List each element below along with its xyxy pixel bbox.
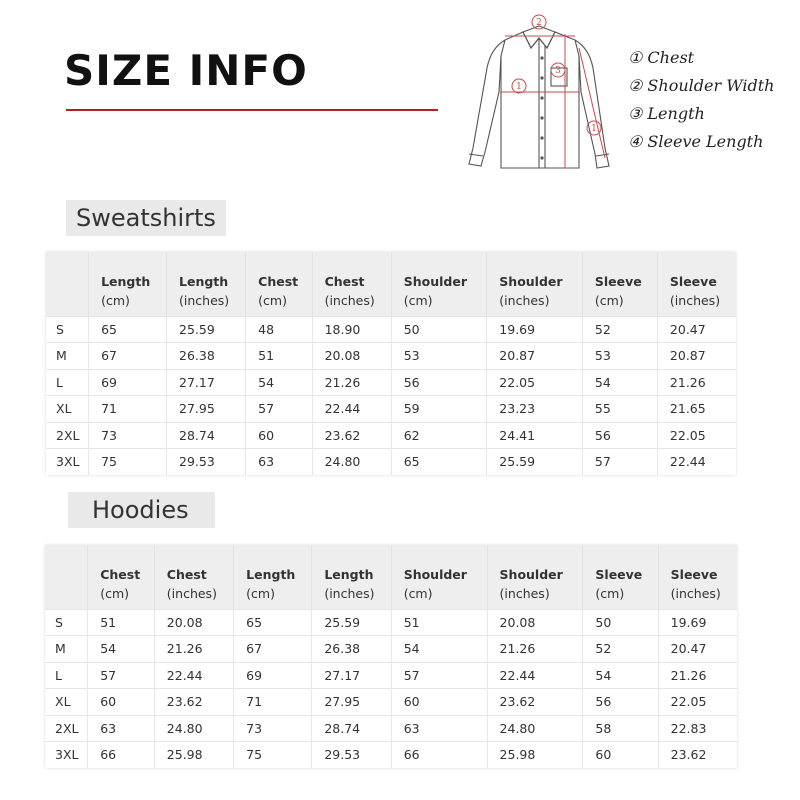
table-cell: 23.23 <box>487 396 583 423</box>
column-header-name: Shoulder <box>403 273 467 289</box>
column-header-name: Shoulder <box>499 566 563 582</box>
marker-4: 1 <box>591 124 597 134</box>
table-cell: 27.95 <box>312 689 391 716</box>
table-cell: 58 <box>583 715 658 742</box>
column-header-unit: (cm) <box>101 292 130 308</box>
table-cell: 71 <box>234 689 312 716</box>
marker-1: 1 <box>516 82 522 92</box>
table-cell: 60 <box>583 742 658 768</box>
table-cell: 57 <box>391 662 487 689</box>
column-header-name: Sleeve <box>669 273 717 289</box>
table-cell: 26.38 <box>312 636 391 663</box>
table-row <box>46 422 736 449</box>
size-cell: 2XL <box>46 422 89 449</box>
table-cell: 22.05 <box>658 689 737 716</box>
column-header-unit: (cm) <box>403 585 433 601</box>
sweatshirts-size-table <box>46 252 736 475</box>
legend-chest: ① Chest <box>628 48 695 67</box>
table-cell: 60 <box>88 689 155 716</box>
table-cell: 27.17 <box>167 369 246 396</box>
table-cell: 21.65 <box>657 396 736 423</box>
table-cell: 52 <box>583 636 658 663</box>
table-cell: 54 <box>391 636 487 663</box>
table-cell: 22.05 <box>487 369 583 396</box>
table-cell: 63 <box>88 715 155 742</box>
marker-2: 2 <box>536 18 542 28</box>
size-cell: XL <box>46 396 89 423</box>
table-header-row <box>46 252 736 316</box>
table-cell: 22.44 <box>312 396 391 423</box>
table-cell: 57 <box>88 662 155 689</box>
size-cell: L <box>45 662 88 689</box>
table-row <box>46 369 736 396</box>
table-cell: 20.08 <box>154 609 233 636</box>
column-header-name: Chest <box>166 566 207 582</box>
column-header <box>154 545 233 609</box>
table-cell: 20.87 <box>657 343 736 370</box>
column-header-name: Length <box>246 566 296 582</box>
column-header <box>312 545 391 609</box>
shirt-measurement-diagram <box>455 8 625 180</box>
legend-sleeve-length: ④ Sleeve Length <box>628 132 764 151</box>
title-underline <box>66 109 438 111</box>
table-cell: 54 <box>246 369 312 396</box>
table-cell: 20.08 <box>312 343 391 370</box>
size-cell: L <box>46 369 89 396</box>
table-cell: 29.53 <box>312 742 391 768</box>
hoodies-heading: Hoodies <box>68 492 215 528</box>
table-cell: 21.26 <box>487 636 583 663</box>
table-row <box>45 609 737 636</box>
table-cell: 63 <box>391 715 487 742</box>
column-header-name: Length <box>324 566 374 582</box>
measurement-legend <box>628 44 774 156</box>
table-row <box>46 449 736 475</box>
column-header-unit: (cm) <box>403 292 433 308</box>
table-cell: 56 <box>391 369 487 396</box>
table-cell: 24.80 <box>154 715 233 742</box>
legend-shoulder-width: ② Shoulder Width <box>628 76 775 95</box>
table-cell: 52 <box>582 316 657 343</box>
column-header-unit: (cm) <box>100 585 130 601</box>
table-cell: 21.26 <box>657 369 736 396</box>
table-cell: 20.87 <box>487 343 583 370</box>
table-cell: 50 <box>583 609 658 636</box>
page-title: SIZE INFO <box>64 46 308 95</box>
table-cell: 21.26 <box>312 369 391 396</box>
column-header-name: Chest <box>100 566 141 582</box>
table-row <box>45 742 737 768</box>
size-cell: 3XL <box>45 742 88 768</box>
table-cell: 20.47 <box>658 636 737 663</box>
column-header <box>88 545 155 609</box>
table-cell: 22.05 <box>657 422 736 449</box>
column-header <box>658 545 737 609</box>
table-cell: 25.98 <box>154 742 233 768</box>
column-header-unit: (cm) <box>595 585 625 601</box>
table-cell: 22.44 <box>154 662 233 689</box>
table-row <box>46 316 736 343</box>
table-cell: 69 <box>234 662 312 689</box>
table-cell: 69 <box>89 369 167 396</box>
table-cell: 65 <box>89 316 167 343</box>
table-cell: 21.26 <box>154 636 233 663</box>
column-header-unit: (cm) <box>594 292 624 308</box>
table-row <box>46 396 736 423</box>
table-cell: 21.26 <box>658 662 737 689</box>
table-cell: 25.98 <box>487 742 583 768</box>
table-cell: 75 <box>234 742 312 768</box>
table-cell: 54 <box>583 662 658 689</box>
table-cell: 67 <box>89 343 167 370</box>
column-header <box>234 545 312 609</box>
table-row <box>46 343 736 370</box>
column-header-unit: (inches) <box>499 292 550 308</box>
column-header-name: Length <box>179 273 229 289</box>
size-cell: M <box>45 636 88 663</box>
column-header <box>246 252 312 316</box>
column-header-unit: (cm) <box>258 292 287 308</box>
column-header <box>391 545 487 609</box>
table-cell: 53 <box>582 343 657 370</box>
table-cell: 53 <box>391 343 487 370</box>
table-cell: 22.44 <box>657 449 736 475</box>
table-cell: 18.90 <box>312 316 391 343</box>
table-cell: 28.74 <box>167 422 246 449</box>
table-cell: 67 <box>234 636 312 663</box>
table-cell: 24.80 <box>312 449 391 475</box>
table-cell: 23.62 <box>154 689 233 716</box>
table-cell: 22.44 <box>487 662 583 689</box>
table-row <box>45 715 737 742</box>
column-header-name: Chest <box>258 273 299 289</box>
table-row <box>45 662 737 689</box>
column-header <box>657 252 736 316</box>
column-header-name: Sleeve <box>594 273 642 289</box>
legend-length: ③ Length <box>628 104 705 123</box>
size-cell: M <box>46 343 89 370</box>
table-cell: 28.74 <box>312 715 391 742</box>
table-cell: 20.08 <box>487 609 583 636</box>
table-row <box>45 689 737 716</box>
table-cell: 26.38 <box>167 343 246 370</box>
table-cell: 55 <box>582 396 657 423</box>
column-header <box>312 252 391 316</box>
table-cell: 19.69 <box>658 609 737 636</box>
table-cell: 20.47 <box>657 316 736 343</box>
table-cell: 65 <box>391 449 487 475</box>
table-cell: 24.80 <box>487 715 583 742</box>
table-cell: 56 <box>582 422 657 449</box>
column-header <box>487 545 583 609</box>
table-cell: 48 <box>246 316 312 343</box>
table-cell: 27.95 <box>167 396 246 423</box>
table-cell: 54 <box>582 369 657 396</box>
column-header <box>89 252 167 316</box>
table-cell: 63 <box>246 449 312 475</box>
column-header-unit: (inches) <box>669 292 721 308</box>
table-cell: 57 <box>246 396 312 423</box>
table-cell: 75 <box>89 449 167 475</box>
table-cell: 51 <box>391 609 487 636</box>
table-cell: 51 <box>246 343 312 370</box>
column-header <box>46 252 89 316</box>
column-header-name: Shoulder <box>403 566 467 582</box>
column-header-unit: (inches) <box>324 292 375 308</box>
column-header <box>583 545 658 609</box>
table-cell: 22.83 <box>658 715 737 742</box>
column-header <box>45 545 88 609</box>
column-header-unit: (inches) <box>166 585 217 601</box>
table-cell: 60 <box>391 689 487 716</box>
size-cell: S <box>45 609 88 636</box>
table-cell: 25.59 <box>167 316 246 343</box>
size-cell: 2XL <box>45 715 88 742</box>
column-header-unit: (inches) <box>670 585 721 601</box>
table-cell: 19.69 <box>487 316 583 343</box>
column-header-name: Sleeve <box>595 566 643 582</box>
table-cell: 66 <box>88 742 155 768</box>
column-header <box>167 252 246 316</box>
table-cell: 54 <box>88 636 155 663</box>
table-header-row <box>45 545 737 609</box>
table-cell: 60 <box>246 422 312 449</box>
table-cell: 25.59 <box>487 449 583 475</box>
table-cell: 29.53 <box>167 449 246 475</box>
column-header-name: Shoulder <box>499 273 563 289</box>
sweatshirts-heading: Sweatshirts <box>66 200 226 236</box>
table-cell: 65 <box>234 609 312 636</box>
column-header-unit: (cm) <box>246 585 275 601</box>
size-cell: S <box>46 316 89 343</box>
table-cell: 23.62 <box>658 742 737 768</box>
size-cell: 3XL <box>46 449 89 475</box>
table-cell: 56 <box>583 689 658 716</box>
table-cell: 27.17 <box>312 662 391 689</box>
table-cell: 62 <box>391 422 487 449</box>
marker-3: 3 <box>555 66 561 76</box>
table-cell: 59 <box>391 396 487 423</box>
table-cell: 57 <box>582 449 657 475</box>
column-header-name: Sleeve <box>670 566 718 582</box>
column-header-name: Chest <box>324 273 365 289</box>
table-cell: 23.62 <box>312 422 391 449</box>
column-header-name: Length <box>101 273 151 289</box>
table-cell: 51 <box>88 609 155 636</box>
column-header <box>582 252 657 316</box>
table-cell: 23.62 <box>487 689 583 716</box>
table-row <box>45 636 737 663</box>
column-header-unit: (inches) <box>499 585 550 601</box>
table-cell: 25.59 <box>312 609 391 636</box>
column-header <box>487 252 583 316</box>
table-cell: 73 <box>234 715 312 742</box>
table-cell: 73 <box>89 422 167 449</box>
table-cell: 71 <box>89 396 167 423</box>
table-cell: 50 <box>391 316 487 343</box>
hoodies-size-table <box>45 545 737 768</box>
table-cell: 66 <box>391 742 487 768</box>
size-cell: XL <box>45 689 88 716</box>
table-cell: 24.41 <box>487 422 583 449</box>
column-header-unit: (inches) <box>179 292 230 308</box>
column-header <box>391 252 487 316</box>
column-header-unit: (inches) <box>324 585 375 601</box>
